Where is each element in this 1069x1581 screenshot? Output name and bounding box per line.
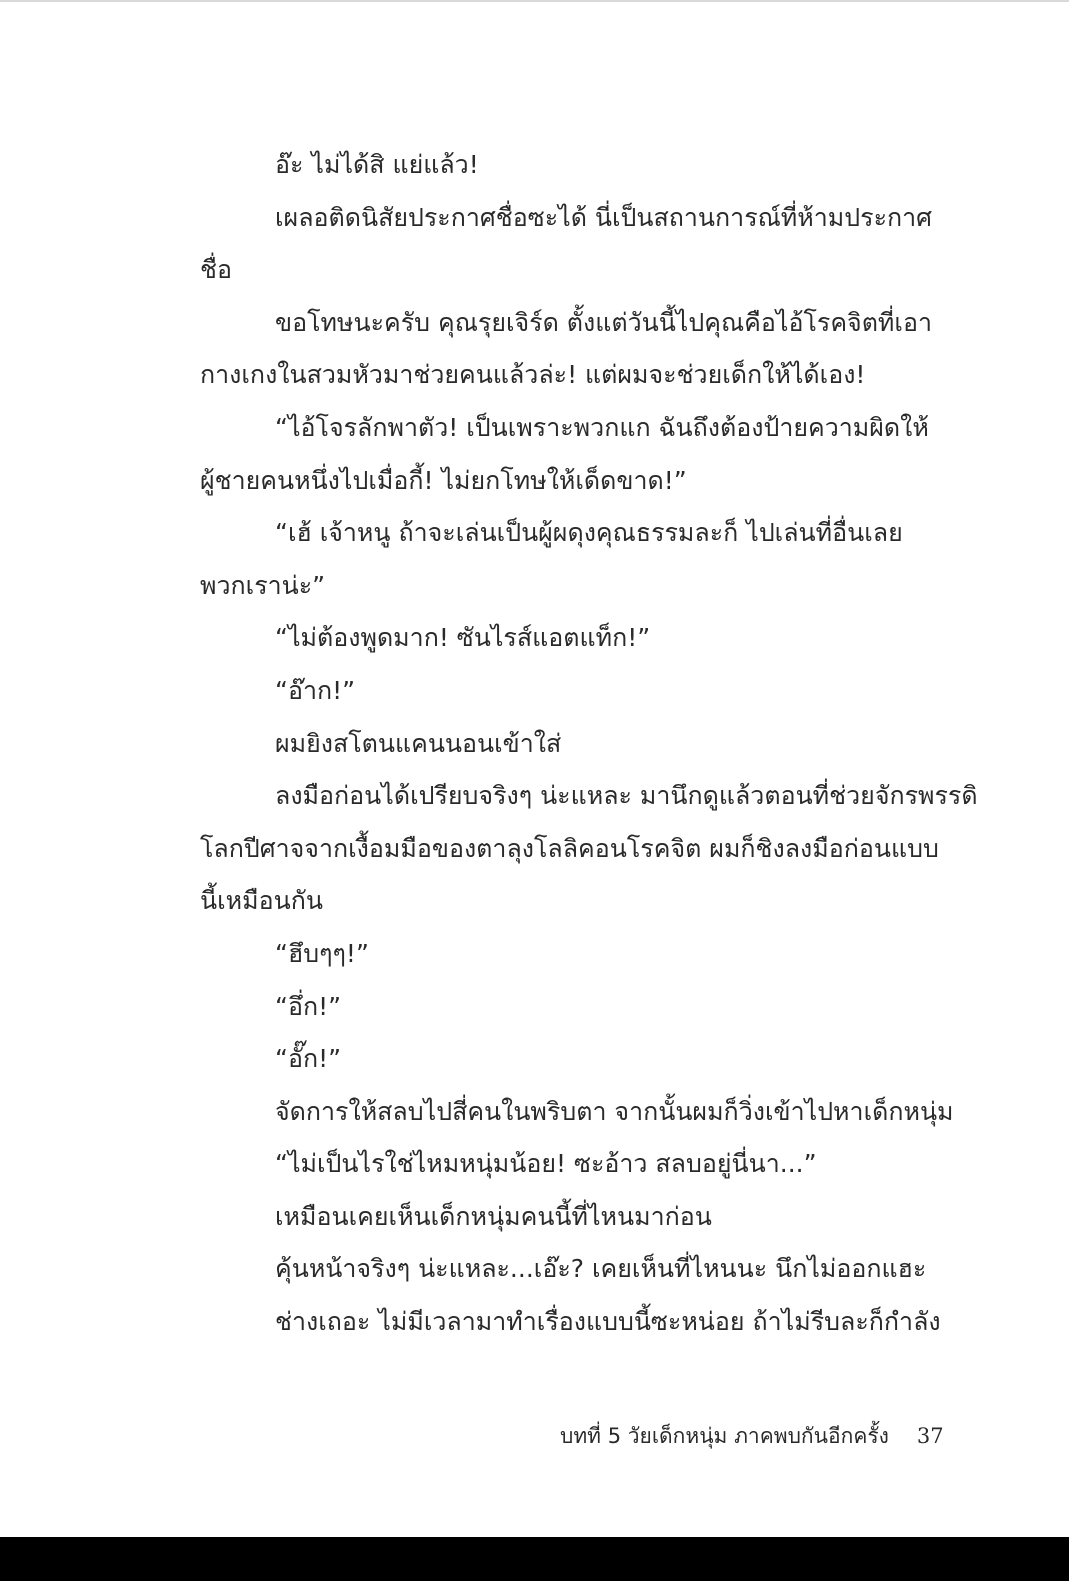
paragraph-line: “ไม่เป็นไรใช่ไหมหนุ่มน้อย! ซะอ้าว สลบอยู่นี่นา...”: [275, 1149, 817, 1179]
paragraph-line: เผลอติดนิสัยประกาศชื่อซะได้ นี่เป็นสถานการณ์ที่ห้ามประกาศ: [275, 202, 933, 232]
top-divider: [0, 0, 1069, 2]
paragraph-line: ลงมือก่อนได้เปรียบจริงๆ น่ะแหละ มานึกดูแล้วตอนที่ช่วยจักรพรรดิ: [275, 781, 978, 811]
paragraph-line: คุ้นหน้าจริงๆ น่ะแหละ...เอ๊ะ? เคยเห็นที่ไหนนะ นึกไม่ออกแฮะ: [275, 1254, 927, 1284]
paragraph-line: กางเกงในสวมหัวมาช่วยคนแล้วล่ะ! แต่ผมจะช่วยเด็กให้ได้เอง!: [200, 360, 866, 390]
paragraph-line: จัดการให้สลบไปสี่คนในพริบตา จากนั้นผมก็วิ่งเข้าไปหาเด็กหนุ่ม: [275, 1096, 954, 1126]
paragraph-line: นี้เหมือนกัน: [200, 886, 323, 916]
paragraph-line: ผู้ชายคนหนึ่งไปเมื่อกี้! ไม่ยกโทษให้เด็ดขาด!”: [200, 465, 687, 495]
paragraph-line: พวกเราน่ะ”: [200, 570, 326, 600]
paragraph-line: “ฮึบๆๆ!”: [275, 938, 369, 968]
paragraph-line: ช่างเถอะ ไม่มีเวลามาทำเรื่องแบบนี้ซะหน่อย ถ้าไม่รีบละก็กำลัง: [275, 1307, 941, 1337]
paragraph-line: “ไอ้โจรลักพาตัว! เป็นเพราะพวกแก ฉันถึงต้องป้ายความผิดให้: [275, 412, 929, 442]
paragraph-line: “อั๊ก!”: [275, 1044, 342, 1074]
paragraph-line: ชื่อ: [200, 255, 232, 285]
paragraph-line: “อ๊าก!”: [275, 675, 356, 705]
paragraph-line: ผมยิงสโตนแคนนอนเข้าใส่: [275, 728, 562, 758]
page-body: [200, 139, 978, 1349]
bottom-bar: [0, 1537, 1069, 1581]
paragraph-line: “อึ่ก!”: [275, 991, 342, 1021]
paragraph-line: “ไม่ต้องพูดมาก! ซันไรส์แอตแท็ก!”: [275, 623, 651, 653]
chapter-title: บทที่ 5 วัยเด็กหนุ่ม ภาคพบกันอีกครั้ง: [560, 1424, 889, 1448]
paragraph-line: เหมือนเคยเห็นเด็กหนุ่มคนนี้ที่ไหนมาก่อน: [275, 1201, 712, 1231]
paragraph-line: ขอโทษนะครับ คุณรุยเจิร์ด ตั้งแต่วันนี้ไปคุณคือไอ้โรคจิตที่เอา: [275, 307, 933, 337]
page-footer: [560, 1419, 942, 1453]
paragraph-line: โลกปีศาจจากเงื้อมมือของตาลุงโลลิคอนโรคจิต ผมก็ชิงลงมือก่อนแบบ: [200, 833, 939, 863]
paragraph-line: “เฮ้ เจ้าหนู ถ้าจะเล่นเป็นผู้ผดุงคุณธรรมละก็ ไปเล่นที่อื่นเลย: [275, 518, 903, 548]
paragraph-line: อ๊ะ ไม่ได้สิ แย่แล้ว!: [275, 150, 479, 179]
page-number: 37: [916, 1424, 944, 1448]
